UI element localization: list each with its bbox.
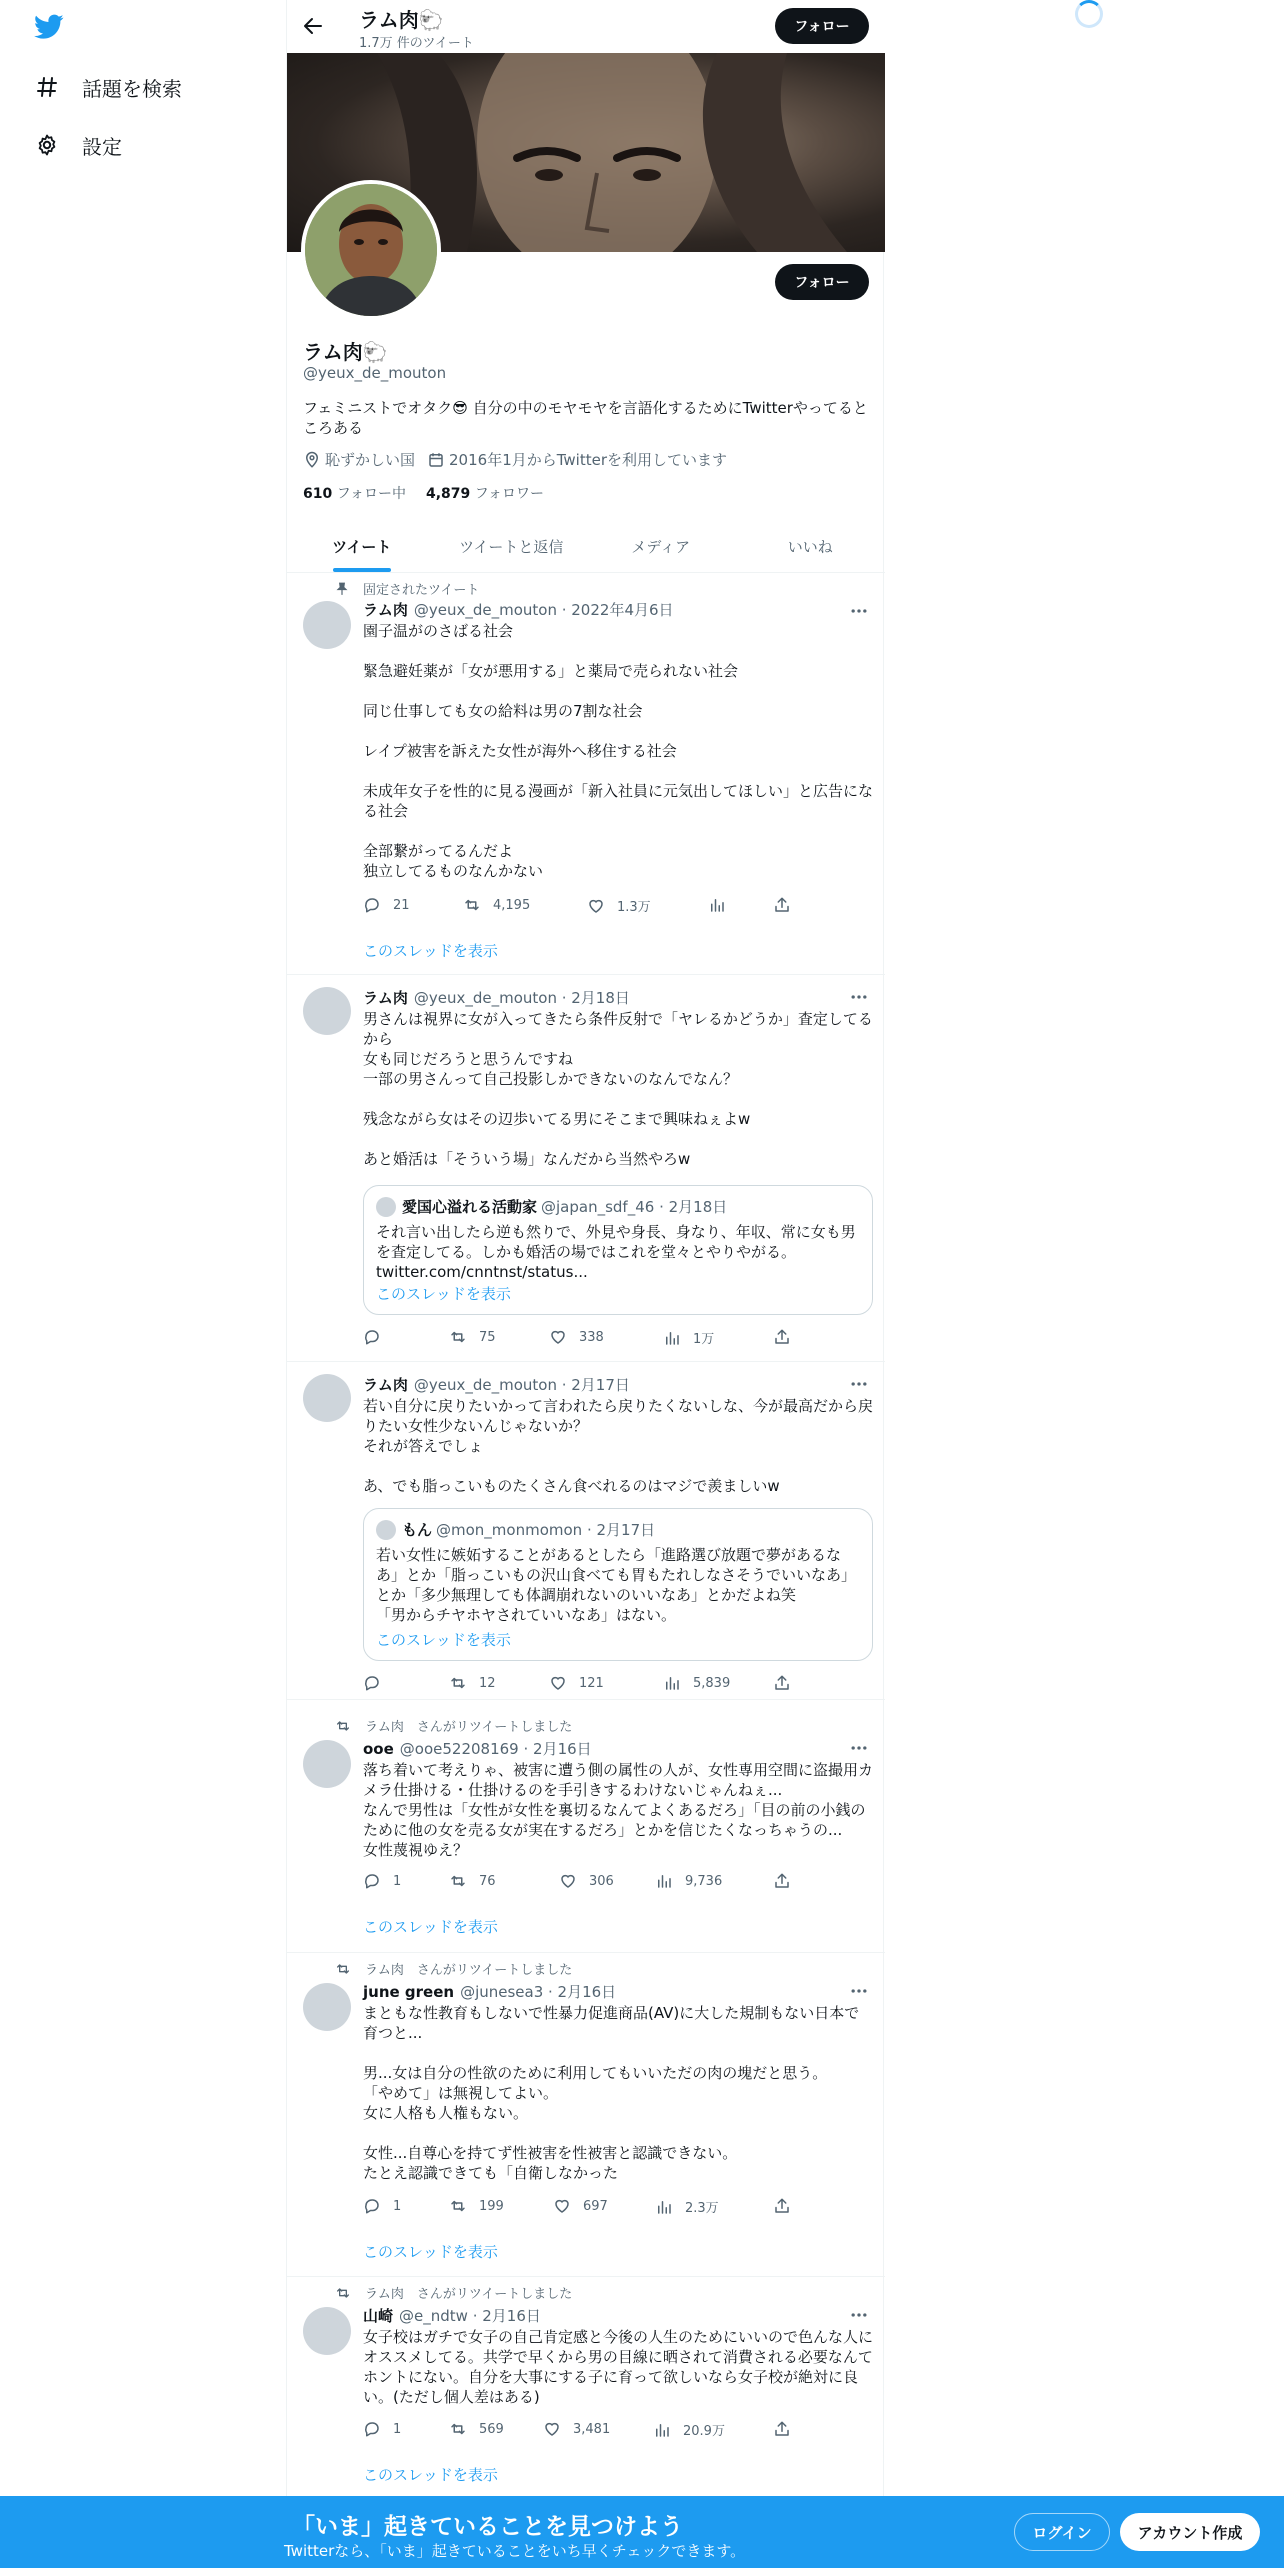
view-count: 2.3万 <box>685 2201 719 2216</box>
heart-icon <box>587 897 605 915</box>
followers-link[interactable] <box>426 483 544 503</box>
quoted-tweet-text: それ言い出したら逆も然りで、外見や身長、身なり、年収、常に女も男を査定してる。しかも婚活の場ではこれを堂々とやりやがる。 twitter.com/cnntnst/status... <box>376 1223 856 1281</box>
tweet-avatar[interactable] <box>303 2307 351 2355</box>
quoted-tweet-text: 若い女性に嫉妬することがあるとしたら「進路選び放題で夢があるなあ」とか「脂っこいもの沢山食べても胃もたれしなさそうでいいなあ」とか「多少無理しても体調崩れないのいいなあ」とかだよね笑 「男からチヤホヤされていいなあ」はない。 <box>376 1546 857 1624</box>
heart-icon <box>559 1872 577 1890</box>
retweet-count: 76 <box>479 1873 496 1889</box>
reply-button[interactable] <box>363 1872 401 1890</box>
profile-tabs <box>287 520 885 573</box>
retweet-icon <box>449 2420 467 2438</box>
like-count: 121 <box>579 1675 604 1691</box>
quoted-tweet-header <box>376 1196 727 1217</box>
reply-count: 1 <box>393 1873 402 1889</box>
reply-count: 1 <box>393 2421 402 2437</box>
tweet-text: まともな性教育もしないで性暴力促進商品(AV)に大した規制もない日本で育つと... 男...女は自分の性欲のために利用してもいいただの肉の塊だと思う。 「やめて」は無視してよい。 女に人格も人権もない。 女性...自尊心を持てず性被害を性被害と認識できない。 たとえ認識できても「自衛しなかった <box>363 2004 860 2182</box>
following-count: 610 <box>303 486 333 502</box>
avatar-portrait-illustration <box>305 184 437 316</box>
tweet-item[interactable] <box>287 975 885 1362</box>
retweet-icon <box>335 2285 351 2301</box>
reply-icon <box>363 1872 381 1890</box>
profile-meta <box>303 449 739 470</box>
views-button[interactable] <box>663 1674 730 1692</box>
tweet-context-text: ラム肉 さんがリツイートしました <box>365 1720 573 1735</box>
views-button[interactable] <box>655 1872 722 1890</box>
tweet-text: 園子温がのさばる社会 緊急避妊薬が「女が悪用する」と薬局で売られない社会 同じ仕事しても女の給料は男の7割な社会 レイプ被害を訴えた女性が海外へ移住する社会 未成年女子を性的に見る漫画が「新入社員に元気出してほしい」と広告になる社会 全部繋がってるんだよ 独立してるものなんかない <box>363 622 874 880</box>
retweet-icon <box>449 1328 467 1346</box>
more-options-icon[interactable] <box>849 2305 869 2325</box>
share-icon <box>773 1328 791 1346</box>
quoted-tweet-header <box>376 1519 655 1540</box>
gear-icon <box>34 132 60 158</box>
profile-join-date-text: 2016年1月からTwitterを利用しています <box>449 451 728 469</box>
retweet-button[interactable] <box>449 1328 496 1346</box>
retweet-icon <box>463 896 481 914</box>
more-options-icon[interactable] <box>849 601 869 621</box>
pin-icon <box>335 582 349 596</box>
reply-button[interactable] <box>363 2420 401 2438</box>
view-count: 9,736 <box>685 1873 723 1889</box>
tweet-actions <box>363 2197 793 2217</box>
analytics-icon <box>655 1872 673 1890</box>
like-count: 306 <box>589 1873 614 1889</box>
retweet-button[interactable] <box>449 2197 504 2215</box>
profile-avatar[interactable] <box>301 180 441 320</box>
tweet-author-name[interactable]: ooe <box>363 1739 394 1758</box>
tweet-context-text: ラム肉 さんがリツイートしました <box>365 2287 573 2302</box>
retweet-icon <box>335 1718 351 1734</box>
tweet-author-name[interactable]: june green <box>363 1982 455 2001</box>
tweet-text: 男さんは視界に女が入ってきたら条件反射で「ヤレるかどうか」査定してるから 女も同じだろうと思うんですね 一部の男さんって自己投影しかできないのなんでなん？ 残念ながら女はその辺歩いてる男にそこまで興味ねぇよw あと婚活は「そういう場」なんだから当然やろw <box>363 1010 873 1168</box>
location-pin-icon <box>303 451 321 469</box>
signup-banner-subtitle: Twitterなら、「いま」起きていることをいち早くチェックできます。 <box>284 2542 746 2560</box>
left-navigation <box>0 0 286 2568</box>
tweet-header <box>363 1738 873 1759</box>
analytics-icon <box>663 1674 681 1692</box>
login-button[interactable]: ログイン <box>1014 2513 1110 2551</box>
share-icon <box>773 2197 791 2215</box>
heart-icon <box>549 1674 567 1692</box>
loading-spinner-icon <box>1075 0 1103 28</box>
quoted-tweet[interactable] <box>363 1508 873 1661</box>
reply-icon <box>363 1328 381 1346</box>
share-icon <box>773 2420 791 2438</box>
like-button[interactable] <box>587 896 651 915</box>
reply-button[interactable] <box>363 1674 393 1692</box>
nav-settings[interactable] <box>34 125 122 165</box>
tweet-header <box>363 1374 873 1395</box>
hashtag-icon <box>34 74 60 100</box>
reply-button[interactable] <box>363 1328 393 1346</box>
tweet-actions <box>363 1328 793 1348</box>
header-tweet-count: 1.7万 件のツイート <box>359 36 474 51</box>
tweet-avatar[interactable] <box>303 1740 351 1788</box>
twitter-logo-icon[interactable] <box>34 14 64 40</box>
tweet-context-text: ラム肉 さんがリツイートしました <box>365 1963 573 1978</box>
share-icon <box>773 1674 791 1692</box>
tweet-header <box>363 987 873 1008</box>
like-button[interactable] <box>543 2420 610 2438</box>
signup-banner <box>0 2496 1284 2568</box>
tweet-author-handle[interactable]: @ooe52208169 · 2月16日 <box>399 1740 592 1758</box>
retweet-count: 4,195 <box>493 897 531 913</box>
followers-count: 4,879 <box>426 486 471 502</box>
reply-icon <box>363 1674 381 1692</box>
tweet-text: 女子校はガチで女子の自己肯定感と今後の人生のためにいいので色んな人にオススメしてる。共学で早くから男の目線に晒されて消費される必要なんてホントにない。自分を大事にする子に育って欲しいなら女子校が絶対に良い。(ただし個人差はある) <box>363 2328 874 2406</box>
tweet-avatar[interactable] <box>303 1983 351 2031</box>
retweet-button[interactable] <box>449 1872 496 1890</box>
profile-location <box>303 449 415 470</box>
retweet-button[interactable] <box>463 896 530 914</box>
like-count: 697 <box>583 2198 608 2214</box>
tweet-author-name[interactable]: 山崎 <box>363 2307 394 2325</box>
reply-button[interactable] <box>363 2197 401 2215</box>
views-button[interactable] <box>708 896 738 914</box>
show-thread-link[interactable]: このスレッドを表示 <box>363 942 498 960</box>
more-options-icon[interactable] <box>849 1374 869 1394</box>
quoted-author-name: もん <box>402 1521 433 1539</box>
back-arrow-icon[interactable] <box>301 14 325 38</box>
tweet-item[interactable] <box>287 2277 885 2501</box>
tweet-author-handle[interactable]: @yeux_de_mouton · 2月18日 <box>413 989 630 1007</box>
views-button[interactable] <box>653 2420 725 2439</box>
signup-banner-title: 「いま」起きていることを見つけよう <box>292 2514 683 2540</box>
tweet-author-name[interactable]: ラム肉 <box>363 989 408 1007</box>
share-icon <box>773 896 791 914</box>
profile-location-text: 恥ずかしい国 <box>325 451 416 469</box>
reply-count: 21 <box>393 897 410 913</box>
more-options-icon[interactable] <box>849 1981 869 2001</box>
followers-label: フォロワー <box>474 486 545 502</box>
share-button[interactable] <box>773 1328 803 1346</box>
tweet-author-handle[interactable]: @junesea3 · 2月16日 <box>460 1983 617 2001</box>
following-link[interactable] <box>303 483 406 503</box>
reply-button[interactable] <box>363 896 410 914</box>
like-button[interactable] <box>559 1872 614 1890</box>
profile-name: ラム肉🐑 <box>303 340 388 364</box>
tweet-avatar[interactable] <box>303 1374 351 1422</box>
retweet-button[interactable] <box>449 2420 504 2438</box>
tweet-header <box>363 1981 873 2002</box>
quoted-author-name: 愛国心溢れる活動家 <box>402 1198 538 1216</box>
analytics-icon <box>708 896 726 914</box>
share-button[interactable] <box>773 2420 803 2438</box>
tweet-author-name[interactable]: ラム肉 <box>363 601 408 619</box>
tweet-context <box>335 1959 572 1978</box>
tweet-actions <box>363 896 793 916</box>
tab-tweets[interactable]: ツイート <box>287 520 437 572</box>
nav-explore[interactable] <box>34 67 182 107</box>
share-button[interactable] <box>773 896 803 914</box>
tab-likes[interactable]: いいね <box>787 537 833 556</box>
tweet-text: 若い自分に戻りたいかって言われたら戻りたくないしな、今が最高だから戻りたい女性少ないんじゃないか？ それが答えでしょ あ、でも脂っこいものたくさん食べれるのはマジで羨ましいw <box>363 1397 874 1495</box>
tweet-avatar[interactable] <box>303 601 351 649</box>
tab-tweets-and-replies[interactable]: ツイートと返信 <box>459 537 564 556</box>
tweet-author-handle[interactable]: @yeux_de_mouton · 2022年4月6日 <box>413 601 674 619</box>
reply-icon <box>363 2197 381 2215</box>
profile-stats <box>303 483 564 503</box>
tweet-avatar[interactable] <box>303 987 351 1035</box>
retweet-icon <box>449 1674 467 1692</box>
show-thread-link[interactable]: このスレッドを表示 <box>363 1918 498 1936</box>
tweet-context <box>335 2283 572 2302</box>
analytics-icon <box>663 1329 681 1347</box>
retweet-icon <box>449 2197 467 2215</box>
create-account-button[interactable]: アカウント作成 <box>1120 2513 1260 2551</box>
views-button[interactable] <box>663 1328 714 1347</box>
tweet-item[interactable] <box>287 1700 885 1953</box>
share-icon <box>773 1872 791 1890</box>
retweet-count: 569 <box>479 2421 504 2437</box>
quoted-author-handle: @japan_sdf_46 · 2月18日 <box>541 1198 728 1216</box>
quoted-tweet-avatar <box>376 1520 396 1540</box>
reply-icon <box>363 896 381 914</box>
analytics-icon <box>655 2198 673 2216</box>
share-button[interactable] <box>773 1872 803 1890</box>
tweet-text: 落ち着いて考えりゃ、被害に遭う側の属性の人が、女性専用空間に盗撮用カメラ仕掛ける・仕掛けるのを手引きするわけないじゃんねぇ... なんで男性は「女性が女性を裏切るなんてよくあるだろ」「目の前の小銭のために他の女を売る女が実在するだろ」とかを信じたくなっちゃうの... 女性蔑視ゆえ？ <box>363 1761 874 1859</box>
tweet-item[interactable] <box>287 573 885 975</box>
tweet-header <box>363 599 873 620</box>
retweet-icon <box>335 1961 351 1977</box>
tweet-context-text: 固定されたツイート <box>363 583 480 598</box>
reply-icon <box>363 2420 381 2438</box>
tweet-context <box>335 579 479 598</box>
profile-handle: @yeux_de_mouton <box>303 364 447 382</box>
view-count: 1万 <box>693 1332 715 1347</box>
show-thread-link[interactable]: このスレッドを表示 <box>363 2466 498 2484</box>
quoted-tweet[interactable] <box>363 1185 873 1315</box>
share-button[interactable] <box>773 2197 803 2215</box>
like-count: 3,481 <box>573 2421 611 2437</box>
like-button[interactable] <box>549 1674 604 1692</box>
like-button[interactable] <box>553 2197 608 2215</box>
tweet-item[interactable] <box>287 1362 885 1700</box>
tweet-author-handle[interactable]: @e_ndtw · 2月16日 <box>399 2307 541 2325</box>
view-count: 20.9万 <box>683 2424 725 2439</box>
heart-icon <box>553 2197 571 2215</box>
retweet-count: 75 <box>479 1329 496 1345</box>
share-button[interactable] <box>773 1674 803 1692</box>
following-label: フォロー中 <box>336 486 406 502</box>
nav-settings-label: 設定 <box>82 134 122 159</box>
tweet-item[interactable] <box>287 1953 885 2277</box>
like-count: 1.3万 <box>617 900 651 915</box>
tweet-context <box>335 1716 572 1735</box>
tweet-header <box>363 2305 873 2326</box>
calendar-icon <box>427 451 445 469</box>
like-count: 338 <box>579 1329 604 1345</box>
header-follow-button[interactable]: フォロー <box>775 8 869 44</box>
profile-join-date <box>427 449 727 470</box>
show-thread-link[interactable]: このスレッドを表示 <box>363 2243 498 2261</box>
view-count: 5,839 <box>693 1675 731 1691</box>
quoted-show-thread-link[interactable]: このスレッドを表示 <box>376 1285 511 1303</box>
tweet-actions <box>363 1872 793 1892</box>
reply-count: 1 <box>393 2198 402 2214</box>
retweet-button[interactable] <box>449 1674 496 1692</box>
profile-bio: フェミニストでオタク😎 自分の中のモヤモヤを言語化するためにTwitterやってるところある <box>303 399 868 437</box>
heart-icon <box>549 1328 567 1346</box>
profile-column <box>286 0 884 2568</box>
more-options-icon[interactable] <box>849 987 869 1007</box>
tab-media[interactable]: メディア <box>631 537 691 556</box>
views-button[interactable] <box>655 2197 719 2216</box>
tweet-actions <box>363 2420 793 2440</box>
retweet-count: 12 <box>479 1675 496 1691</box>
more-options-icon[interactable] <box>849 1738 869 1758</box>
tweet-author-handle[interactable]: @yeux_de_mouton · 2月17日 <box>413 1376 630 1394</box>
profile-header-bar <box>287 0 885 53</box>
tweet-actions <box>363 1674 793 1694</box>
header-profile-name: ラム肉🐑 <box>359 8 444 32</box>
profile-follow-button[interactable]: フォロー <box>775 264 869 300</box>
retweet-count: 199 <box>479 2198 504 2214</box>
quoted-author-handle: @mon_monmomon · 2月17日 <box>436 1521 656 1539</box>
like-button[interactable] <box>549 1328 604 1346</box>
quoted-tweet-avatar <box>376 1197 396 1217</box>
analytics-icon <box>653 2421 671 2439</box>
heart-icon <box>543 2420 561 2438</box>
nav-explore-label: 話題を検索 <box>82 76 182 101</box>
retweet-icon <box>449 1872 467 1890</box>
tweet-author-name[interactable]: ラム肉 <box>363 1376 408 1394</box>
quoted-show-thread-link[interactable]: このスレッドを表示 <box>376 1631 511 1649</box>
